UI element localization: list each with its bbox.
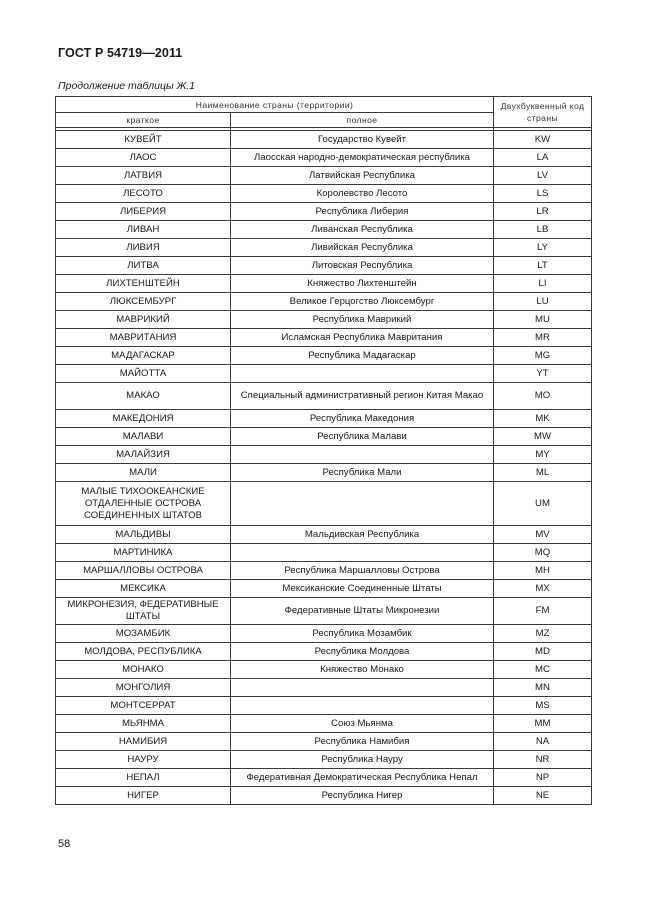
table-row [56, 661, 592, 679]
cell-country-code: NP [494, 769, 592, 787]
cell-country-code: LU [494, 293, 592, 311]
cell-full-name: Республика Мали [231, 464, 494, 482]
table-row [56, 625, 592, 643]
cell-short-name: ЛИХТЕНШТЕЙН [56, 275, 231, 293]
cell-short-name: МОЛДОВА, РЕСПУБЛИКА [56, 643, 231, 661]
cell-full-name [231, 365, 494, 383]
cell-country-code: LT [494, 257, 592, 275]
table-caption: Продолжение таблицы Ж.1 [58, 80, 195, 92]
table-row [56, 275, 592, 293]
cell-country-code: MC [494, 661, 592, 679]
cell-short-name: МАРШАЛЛОВЫ ОСТРОВА [56, 562, 231, 580]
cell-country-code: MK [494, 410, 592, 428]
table-row [56, 203, 592, 221]
cell-short-name: МАКАО [56, 383, 231, 410]
table-row [56, 598, 592, 625]
table-row [56, 643, 592, 661]
cell-full-name: Мексиканские Соединенные Штаты [231, 580, 494, 598]
table-row [56, 526, 592, 544]
cell-short-name: МАВРИКИЙ [56, 311, 231, 329]
cell-full-name: Ливийская Республика [231, 239, 494, 257]
cell-country-code: KW [494, 131, 592, 149]
cell-country-code: UM [494, 482, 592, 526]
table-row [56, 482, 592, 526]
cell-country-code: MS [494, 697, 592, 715]
cell-short-name: МАВРИТАНИЯ [56, 329, 231, 347]
cell-short-name: ЛИТВА [56, 257, 231, 275]
cell-full-name: Республика Мозамбик [231, 625, 494, 643]
cell-country-code: MW [494, 428, 592, 446]
cell-country-code: FM [494, 598, 592, 625]
cell-country-code: MV [494, 526, 592, 544]
table-row [56, 257, 592, 275]
table-row [56, 149, 592, 167]
cell-full-name: Республика Мадагаскар [231, 347, 494, 365]
cell-short-name: МИКРОНЕЗИЯ, ФЕДЕРАТИВНЫЕ ШТАТЫ [56, 598, 231, 625]
cell-full-name [231, 482, 494, 526]
cell-short-name: НИГЕР [56, 787, 231, 805]
cell-full-name: Республика Нигер [231, 787, 494, 805]
cell-full-name: Союз Мьянма [231, 715, 494, 733]
cell-short-name: МОНАКО [56, 661, 231, 679]
cell-full-name: Федеративные Штаты Микронезии [231, 598, 494, 625]
cell-short-name: МОНТСЕРРАТ [56, 697, 231, 715]
cell-country-code: LA [494, 149, 592, 167]
cell-full-name: Республика Македония [231, 410, 494, 428]
table-row [56, 185, 592, 203]
cell-short-name: НАМИБИЯ [56, 733, 231, 751]
cell-full-name [231, 679, 494, 697]
table-row [56, 293, 592, 311]
country-codes-table [55, 96, 592, 805]
table-row [56, 239, 592, 257]
cell-full-name: Княжество Монако [231, 661, 494, 679]
cell-country-code: NE [494, 787, 592, 805]
cell-country-code: NR [494, 751, 592, 769]
cell-full-name: Республика Маврикий [231, 311, 494, 329]
cell-full-name: Республика Намибия [231, 733, 494, 751]
cell-short-name: КУВЕЙТ [56, 131, 231, 149]
cell-country-code: MN [494, 679, 592, 697]
cell-full-name: Федеративная Демократическая Республика Непал [231, 769, 494, 787]
cell-short-name: МАЛАЙЗИЯ [56, 446, 231, 464]
cell-country-code: LI [494, 275, 592, 293]
table-row [56, 383, 592, 410]
cell-short-name: НАУРУ [56, 751, 231, 769]
table-row [56, 697, 592, 715]
table-row [56, 580, 592, 598]
cell-short-name: ЛАТВИЯ [56, 167, 231, 185]
cell-short-name: ЛИВАН [56, 221, 231, 239]
cell-short-name: ЛИБЕРИЯ [56, 203, 231, 221]
table-row [56, 733, 592, 751]
cell-full-name: Мальдивская Республика [231, 526, 494, 544]
cell-short-name: МАЙОТТА [56, 365, 231, 383]
table-row [56, 751, 592, 769]
column-group-header: Наименование страны (территории) [56, 97, 494, 113]
cell-full-name: Республика Либерия [231, 203, 494, 221]
column-header-full: полное [231, 113, 494, 128]
table-row [56, 428, 592, 446]
cell-country-code: LS [494, 185, 592, 203]
cell-country-code: MZ [494, 625, 592, 643]
cell-short-name: МАКЕДОНИЯ [56, 410, 231, 428]
cell-short-name: МЬЯНМА [56, 715, 231, 733]
table-row [56, 562, 592, 580]
cell-country-code: LR [494, 203, 592, 221]
cell-short-name: МОЗАМБИК [56, 625, 231, 643]
table-row [56, 329, 592, 347]
table-row [56, 715, 592, 733]
cell-full-name: Исламская Республика Мавритания [231, 329, 494, 347]
cell-country-code: MG [494, 347, 592, 365]
cell-country-code: MD [494, 643, 592, 661]
table-row [56, 311, 592, 329]
cell-country-code: ML [494, 464, 592, 482]
page-number: 58 [58, 838, 71, 850]
cell-short-name: МАДАГАСКАР [56, 347, 231, 365]
table-row [56, 464, 592, 482]
cell-short-name: ЛИВИЯ [56, 239, 231, 257]
cell-country-code: LB [494, 221, 592, 239]
cell-country-code: MO [494, 383, 592, 410]
cell-full-name: Лаосская народно-демократическая республика [231, 149, 494, 167]
cell-full-name: Республика Науру [231, 751, 494, 769]
cell-country-code: MQ [494, 544, 592, 562]
cell-short-name: МАЛЫЕ ТИХООКЕАНСКИЕ ОТДАЛЕННЫЕ ОСТРОВА СОЕДИНЕННЫХ ШТАТОВ [56, 482, 231, 526]
table-row [56, 347, 592, 365]
cell-short-name: ЛЮКСЕМБУРГ [56, 293, 231, 311]
cell-full-name [231, 446, 494, 464]
table-row [56, 410, 592, 428]
table-row [56, 787, 592, 805]
cell-country-code: YT [494, 365, 592, 383]
cell-full-name: Великое Герцогство Люксембург [231, 293, 494, 311]
cell-full-name [231, 697, 494, 715]
cell-country-code: MH [494, 562, 592, 580]
cell-country-code: MU [494, 311, 592, 329]
cell-full-name: Республика Малави [231, 428, 494, 446]
cell-full-name: Королевство Лесото [231, 185, 494, 203]
cell-country-code: MY [494, 446, 592, 464]
cell-full-name: Специальный административный регион Китая Макао [231, 383, 494, 410]
table-row [56, 544, 592, 562]
cell-country-code: MR [494, 329, 592, 347]
cell-short-name: НЕПАЛ [56, 769, 231, 787]
cell-country-code: LV [494, 167, 592, 185]
cell-short-name: МАЛИ [56, 464, 231, 482]
table-row [56, 167, 592, 185]
table-row [56, 221, 592, 239]
cell-short-name: МЕКСИКА [56, 580, 231, 598]
cell-short-name: МАЛЬДИВЫ [56, 526, 231, 544]
column-header-short: краткое [56, 113, 231, 128]
cell-country-code: LY [494, 239, 592, 257]
cell-country-code: MM [494, 715, 592, 733]
cell-short-name: МОНГОЛИЯ [56, 679, 231, 697]
table-row [56, 365, 592, 383]
cell-full-name: Ливанская Республика [231, 221, 494, 239]
cell-country-code: MX [494, 580, 592, 598]
cell-full-name: Латвийская Республика [231, 167, 494, 185]
cell-short-name: МАРТИНИКА [56, 544, 231, 562]
table-row [56, 446, 592, 464]
cell-full-name: Республика Молдова [231, 643, 494, 661]
document-title: ГОСТ Р 54719—2011 [58, 46, 183, 60]
cell-full-name: Княжество Лихтенштейн [231, 275, 494, 293]
table-row [56, 131, 592, 149]
cell-short-name: МАЛАВИ [56, 428, 231, 446]
cell-short-name: ЛЕСОТО [56, 185, 231, 203]
cell-full-name [231, 544, 494, 562]
cell-country-code: NA [494, 733, 592, 751]
column-header-code: Двухбуквенный код страны [494, 97, 592, 128]
cell-full-name: Литовская Республика [231, 257, 494, 275]
cell-full-name: Государство Кувейт [231, 131, 494, 149]
cell-short-name: ЛАОС [56, 149, 231, 167]
cell-full-name: Республика Маршалловы Острова [231, 562, 494, 580]
table-row [56, 679, 592, 697]
table-row [56, 769, 592, 787]
